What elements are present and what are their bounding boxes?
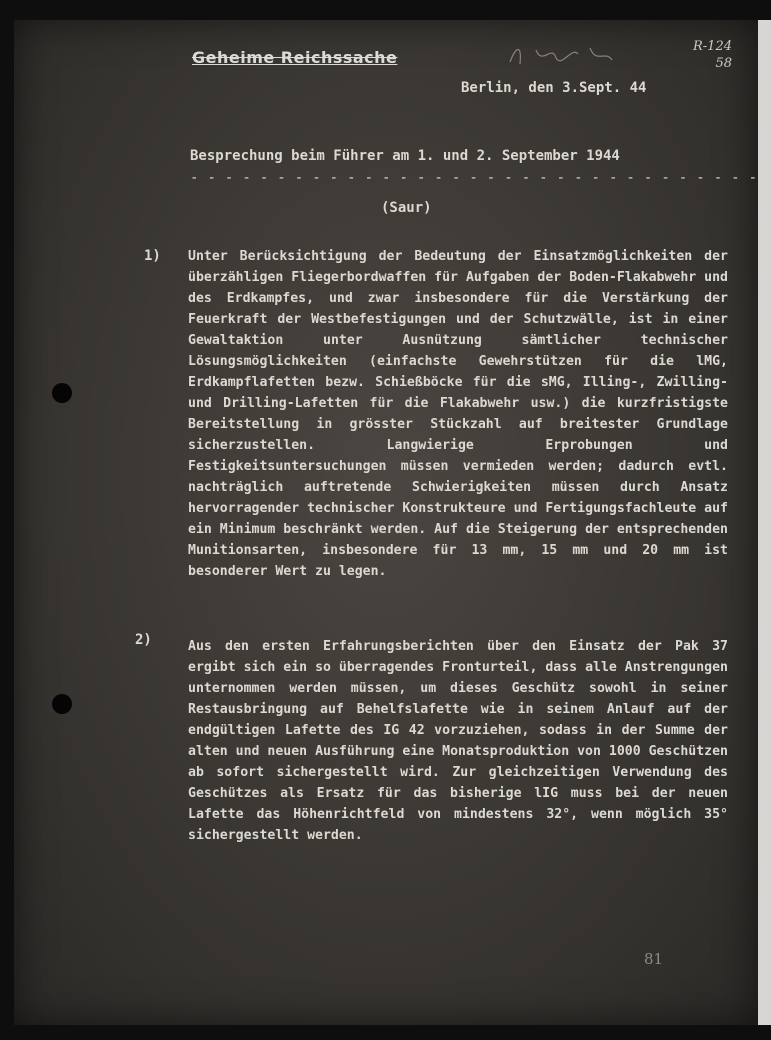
archive-reference-number: 58 xyxy=(715,56,732,71)
document-page xyxy=(14,20,758,1025)
punch-hole xyxy=(52,694,72,714)
scan-margin xyxy=(758,20,771,1025)
handwritten-mark xyxy=(506,40,616,70)
item-number: 1) xyxy=(144,248,161,264)
punch-hole xyxy=(52,383,72,403)
dateline: Berlin, den 3.Sept. 44 xyxy=(461,80,647,96)
classification-stamp: Geheime Reichssache xyxy=(192,48,398,67)
item-number: 2) xyxy=(135,632,152,648)
archive-reference xyxy=(693,38,732,72)
item-paragraph: Aus den ersten Erfahrungsberichten über den Einsatz der Pak 37 ergibt sich ein so überragendes Fronturteil, dass alle Anstrengungen unternommen werden müssen, um dieses Geschütz sowohl in seiner Restausbringung auf Behelfslafette wie in seinem Anlauf auf der endgültigen Lafette des IG 42 vorzuziehen, sodass in der Summe der alten und neuen Ausführung eine Monatsproduktion von 1000 Geschützen ab sofort sichergestellt wird. Zur gleichzeitigen Verwendung des Geschützes als Ersatz für das bisherige lIG muss bei der neuen Lafette das Höhenrichtfeld von mindestens 32°, wenn möglich 35° sichergestellt werden. xyxy=(188,639,728,843)
document-title: Besprechung beim Führer am 1. und 2. September 1944 xyxy=(190,148,620,164)
page-number: 81 xyxy=(644,950,664,968)
item-paragraph: Unter Berücksichtigung der Bedeutung der Einsatzmöglichkeiten der überzähligen Fliegerbordwaffen für Aufgaben der Boden-Flakabwehr und des Erdkampfes, und zwar insbesondere für die Verstärkung der Feuerkraft der Westbefestigungen und der Schutzwälle, ist in einer Gewaltaktion unter Ausnützung sämtlicher technischer Lösungsmöglichkeiten (einfachste Gewehrstützen für die lMG, Erdkampflafetten bezw. Schießböcke für die sMG, Illing-, Zwilling- und Drilling-Lafetten für die Flakabwehr usw.) die kurzfristigste Bereitstellung in grösster Stückzahl auf breitester Grundlage sicherzustellen. Langwierige Erprobungen und Festigkeitsuntersuchungen müssen vermieden werden; dadurch evtl. nachträglich auftretende Schwierigkeiten müssen durch Ansatz hervorragender technischer Konstrukteure und Fertigungsfachleute auf ein Minimum beschränkt werden. Auf die Steigerung der entsprechenden Munitionsarten, insbesondere für 13 mm, 15 mm und 20 mm ist besonderer Wert zu legen. xyxy=(188,249,728,579)
archive-reference-code: R-124 xyxy=(693,39,732,54)
author-note: (Saur) xyxy=(381,200,432,216)
title-separator: - - - - - - - - - - - - - - - - - - - - - - - - - - - - - - - - - xyxy=(190,170,758,186)
